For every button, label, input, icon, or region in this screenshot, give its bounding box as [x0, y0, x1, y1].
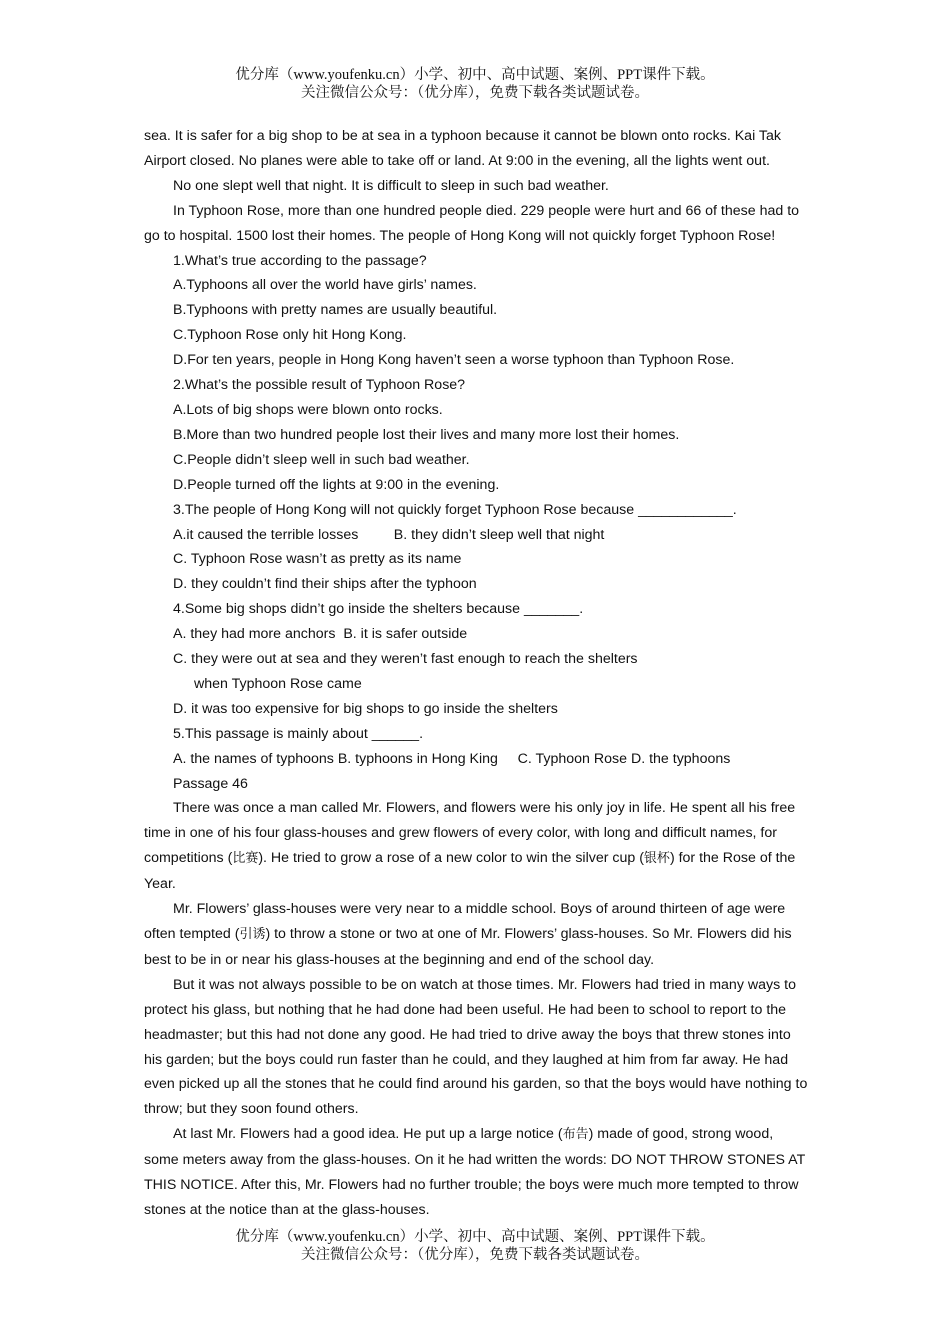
- question-1-option-a: A.Typhoons all over the world have girls’ names.: [173, 277, 477, 294]
- chinese-gloss: 比赛: [232, 851, 259, 867]
- question-1: 1.What’s true according to the passage?: [173, 252, 427, 269]
- passage46-paragraph-1: There was once a man called Mr. Flowers, and flowers were his only joy in life. He spent all his free time in one of his four glass-houses and grew flowers of every color, with long and difficult names, for competitions (比赛). He tried to grow a rose of a new color to win the silver cup (银杯) for the Rose of the Year.: [144, 800, 796, 893]
- passage45-paragraph-deaths: In Typhoon Rose, more than one hundred people died. 229 people were hurt and 66 of these had to go to hospital. 1500 lost their homes. The people of Hong Kong will not quickly forget Typhoon Rose!: [144, 202, 800, 244]
- question-5: 5.This passage is mainly about ______.: [173, 725, 424, 742]
- question-4: 4.Some big shops didn’t go inside the shelters because _______.: [173, 601, 584, 618]
- document-body: [144, 124, 808, 1223]
- question-3: 3.The people of Hong Kong will not quickly forget Typhoon Rose because ____________.: [173, 501, 737, 518]
- question-2-option-d: D.People turned off the lights at 9:00 in the evening.: [173, 476, 500, 493]
- passage46-paragraph-4: At last Mr. Flowers had a good idea. He put up a large notice (布告) made of good, strong wood, some meters away from the glass-houses. On it he had written the words: DO NOT THROW STONES AT THIS NOTICE. After this, Mr. Flowers had no further trouble; the boys were much more tempted to throw stones at the notice than at the glass-houses.: [144, 1126, 805, 1218]
- question-4-options-ab: A. they had more anchors B. it is safer outside: [173, 626, 468, 643]
- footer-line-2: 关注微信公众号：（优分库），免费下载各类试题试卷。: [301, 1247, 649, 1263]
- chinese-gloss: 布告: [562, 1127, 589, 1143]
- page-header: [0, 66, 950, 102]
- question-2-option-c: C.People didn’t sleep well in such bad weather.: [173, 451, 470, 468]
- question-2-option-a: A.Lots of big shops were blown onto rocks.: [173, 401, 443, 418]
- question-5-options: A. the names of typhoons B. typhoons in Hong King C. Typhoon Rose D. the typhoons: [173, 750, 731, 767]
- question-2-option-b: B.More than two hundred people lost their lives and many more lost their homes.: [173, 426, 680, 443]
- passage46-paragraph-3: But it was not always possible to be on watch at those times. Mr. Flowers had tried in many ways to protect his glass, but nothing that he had done had been useful. He had been to school to report to the headmaster; but this had not done any good. He had tried to drive away the boys that threw stones into his garden; but the boys could run faster than he could, and they laughed at him from far away. He had even picked up all the stones that he could find around his garden, so that the boys would have nothing to throw; but they soon found others.: [144, 976, 808, 1118]
- page-footer: [0, 1228, 950, 1264]
- header-line-1: 优分库（www.youfenku.cn）小学、初中、高中试题、案例、PPT课件下载。: [235, 67, 715, 83]
- passage-46-title: Passage 46: [173, 775, 248, 792]
- question-3-option-c: C. Typhoon Rose wasn’t as pretty as its name: [173, 551, 462, 568]
- question-4-option-c-continued: when Typhoon Rose came: [194, 675, 362, 692]
- question-3-options-ab: A.it caused the terrible losses B. they didn’t sleep well that night: [173, 526, 605, 543]
- passage45-paragraph-sleep: No one slept well that night. It is difficult to sleep in such bad weather.: [173, 177, 609, 194]
- chinese-gloss: 引诱: [239, 927, 266, 942]
- question-3-option-d: D. they couldn’t find their ships after the typhoon: [173, 576, 477, 593]
- question-4-option-d: D. it was too expensive for big shops to go inside the shelters: [173, 700, 558, 717]
- question-1-option-b: B.Typhoons with pretty names are usually beautiful.: [173, 302, 498, 319]
- footer-line-1: 优分库（www.youfenku.cn）小学、初中、高中试题、案例、PPT课件下载。: [235, 1229, 715, 1245]
- passage46-paragraph-2: Mr. Flowers’ glass-houses were very near to a middle school. Boys of around thirteen of age were often tempted (引诱) to throw a stone or two at one of Mr. Flowers’ glass-houses. So Mr. Flowers did his best to be in or near his glass-houses at the beginning and end of the school day.: [144, 901, 792, 968]
- question-1-option-c: C.Typhoon Rose only hit Hong Kong.: [173, 327, 407, 344]
- header-line-2: 关注微信公众号：（优分库），免费下载各类试题试卷。: [301, 85, 649, 101]
- passage45-paragraph-end: sea. It is safer for a big shop to be at sea in a typhoon because it cannot be blown onto rocks. Kai Tak Airport closed. No planes were able to take off or land. At 9:00 in the evening, all the lights went out.: [144, 128, 781, 169]
- question-4-option-c: C. they were out at sea and they weren’t fast enough to reach the shelters: [173, 651, 638, 668]
- question-2: 2.What’s the possible result of Typhoon Rose?: [173, 377, 466, 394]
- question-1-option-d: D.For ten years, people in Hong Kong haven’t seen a worse typhoon than Typhoon Rose.: [173, 352, 735, 369]
- chinese-gloss: 银杯: [643, 851, 670, 867]
